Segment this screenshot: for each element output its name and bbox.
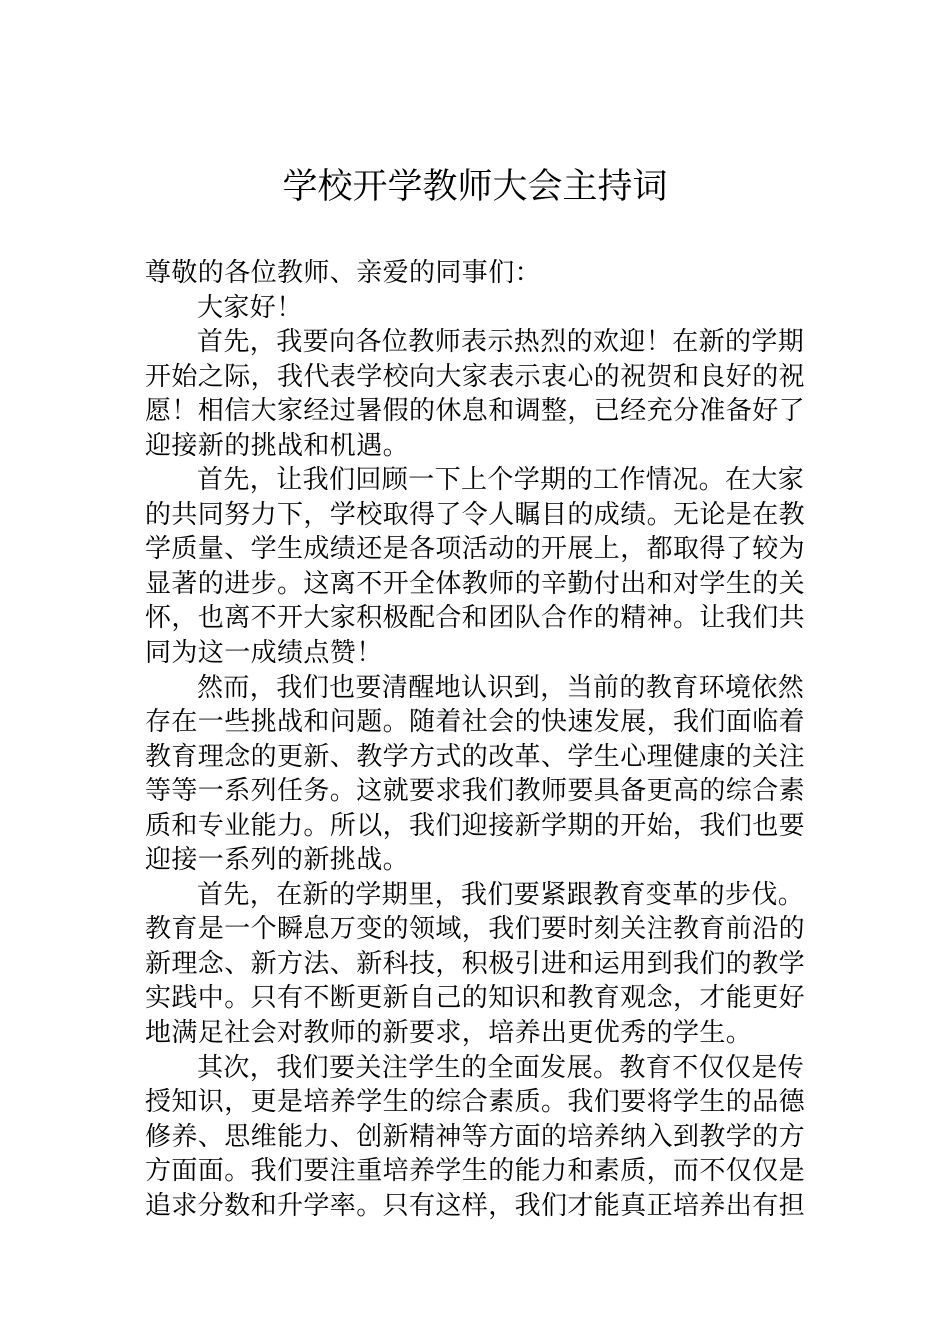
paragraph <box>145 671 825 878</box>
text-line: 质和专业能力。所以，我们迎接新学期的开始，我们也要 <box>145 810 806 841</box>
text-line: 授知识，更是培养学生的综合素质。我们要将学生的品德 <box>145 1087 806 1118</box>
text-line: 方面面。我们要注重培养学生的能力和素质，而不仅仅是 <box>145 1156 806 1187</box>
text-line: 首先，我要向各位教师表示热烈的欢迎！在新的学期 <box>197 327 805 358</box>
text-line: 新理念、新方法、新科技，积极引进和运用到我们的教学 <box>145 948 806 979</box>
text-line: 愿！相信大家经过暑假的休息和调整，已经充分准备好了 <box>145 396 806 427</box>
document-title: 学校开学教师大会主持词 <box>282 167 668 207</box>
paragraph <box>145 325 825 463</box>
text-line: 学质量、学生成绩还是各项活动的开展上，都取得了较为 <box>145 534 806 565</box>
text-line: 首先，在新的学期里，我们要紧跟教育变革的步伐。 <box>197 879 805 910</box>
text-line: 的共同努力下，学校取得了令人瞩目的成绩。无论是在教 <box>145 499 806 530</box>
text-line: 迎接新的挑战和机遇。 <box>145 430 410 461</box>
text-line: 开始之际，我代表学校向大家表示衷心的祝贺和良好的祝 <box>145 361 806 392</box>
text-line: 尊敬的各位教师、亲爱的同事们： <box>145 258 542 288</box>
text-line: 首先，让我们回顾一下上个学期的工作情况。在大家 <box>197 465 805 496</box>
paragraph <box>145 256 825 291</box>
text-line: 教育理念的更新、教学方式的改革、学生心理健康的关注 <box>145 741 806 772</box>
text-line: 追求分数和升学率。只有这样，我们才能真正培养出有担 <box>145 1190 806 1221</box>
text-line: 迎接一系列的新挑战。 <box>145 845 410 876</box>
paragraph <box>145 291 825 326</box>
text-line: 显著的进步。这离不开全体教师的辛勤付出和对学生的关 <box>145 568 806 599</box>
text-line: 教育是一个瞬息万变的领域，我们要时刻关注教育前沿的 <box>145 914 806 945</box>
text-line: 怀，也离不开大家积极配合和团队合作的精神。让我们共 <box>145 603 806 634</box>
text-line: 然而，我们也要清醒地认识到，当前的教育环境依然 <box>197 672 805 703</box>
paragraph <box>145 878 825 1051</box>
text-line: 修养、思维能力、创新精神等方面的培养纳入到教学的方 <box>145 1121 806 1152</box>
text-line: 等等一系列任务。这就要求我们教师要具备更高的综合素 <box>145 776 806 807</box>
document-body <box>145 256 825 1223</box>
text-line: 同为这一成绩点赞！ <box>145 638 383 669</box>
text-line: 实践中。只有不断更新自己的知识和教育观念，才能更好 <box>145 983 806 1014</box>
paragraph <box>145 463 825 670</box>
text-line: 大家好！ <box>197 292 303 323</box>
text-line: 地满足社会对教师的新要求，培养出更优秀的学生。 <box>145 1018 753 1049</box>
text-line: 其次，我们要关注学生的全面发展。教育不仅仅是传 <box>197 1052 805 1083</box>
paragraph <box>145 1051 825 1224</box>
text-line: 存在一些挑战和问题。随着社会的快速发展，我们面临着 <box>145 707 806 738</box>
